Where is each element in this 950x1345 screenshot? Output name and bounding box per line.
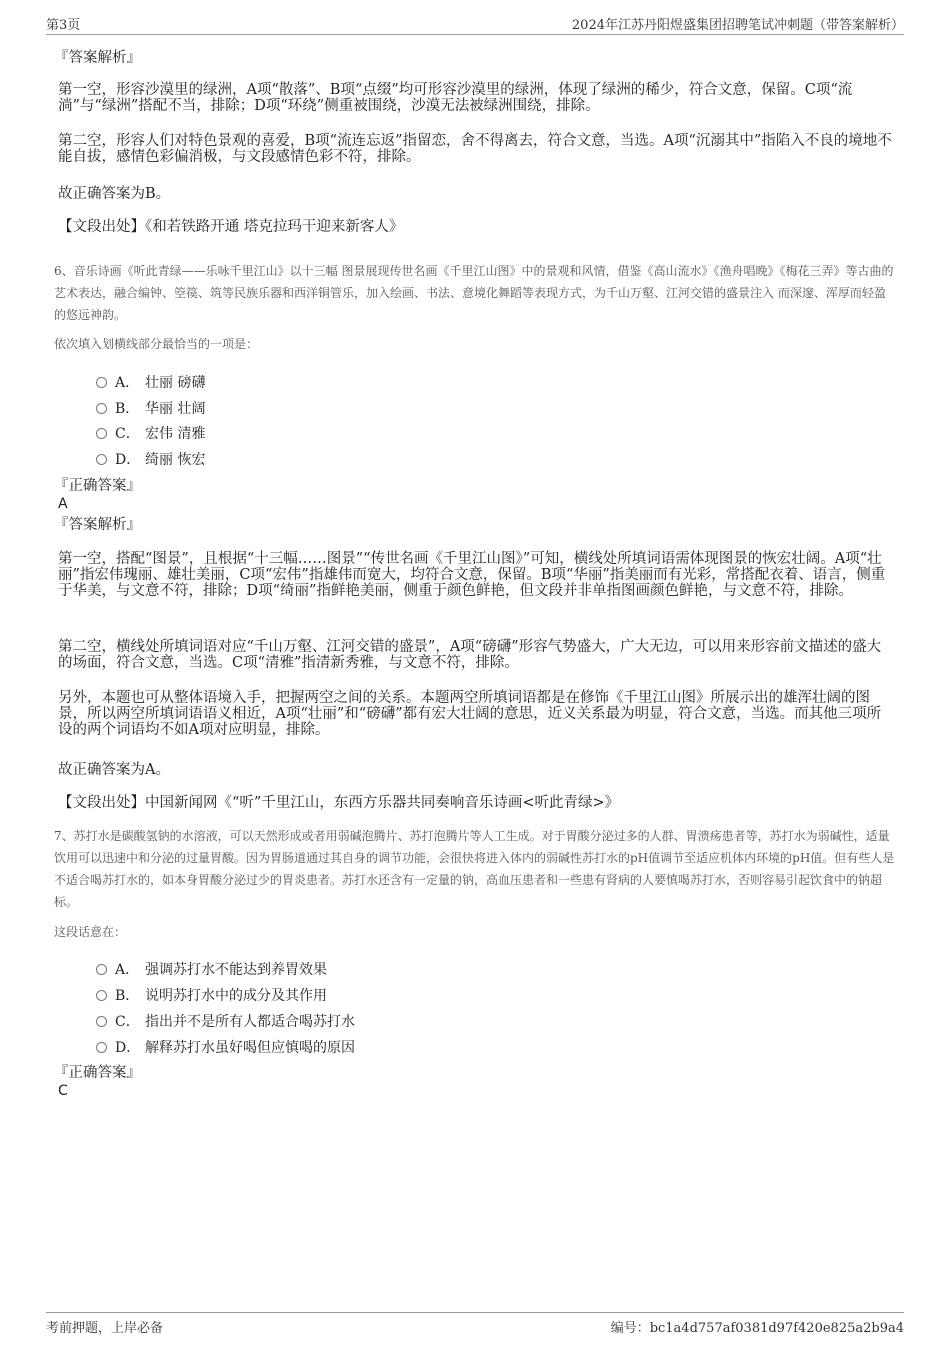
option-d[interactable]: D． 解释苏打水虽好喝但应慎喝的原因 [96, 1037, 355, 1057]
footer-slogan: 考前押题，上岸必备 [46, 1321, 164, 1336]
analysis-paragraph: 第二空，形容人们对特色景观的喜爱，B项“流连忘返”指留恋，舍不得离去，符合文意，当选。A项“沉溺其中”指陷入不良的境地不能自拔，感情色彩偏消极，与文段感情色彩不符，排除。 [58, 133, 892, 165]
document-id: 编号：bc1a4d757af0381d97f420e825a2b9a4 [610, 1321, 904, 1336]
source-citation: 【文段出处】《和若铁路开通 塔克拉玛干迎来新客人》 [58, 219, 404, 235]
option-b[interactable]: B． 说明苏打水中的成分及其作用 [96, 985, 327, 1005]
radio-icon[interactable] [96, 1016, 107, 1027]
page-footer [46, 1312, 904, 1337]
analysis-paragraph: 第二空，横线处所填词语对应“千山万壑、江河交错的盛景”，A项“磅礴”形容气势盛大，广大无边，可以用来形容前文描述的盛大的场面，符合文意，当选。C项“清雅”指清新秀雅，与文意不符，排除。 [58, 639, 882, 671]
option-a[interactable]: A． 强调苏打水不能达到养胃效果 [96, 959, 327, 979]
answer-label: 『正确答案』 [54, 478, 141, 494]
page-number: 第3页 [46, 18, 81, 33]
conclusion: 故正确答案为A。 [58, 762, 170, 778]
analysis-paragraph: 另外，本题也可从整体语境入手，把握两空之间的关系。本题两空所填词语都是在修饰《千里江山图》所展示出的雄浑壮阔的图景，所以两空所填词语语义相近，A项“壮丽”和“磅礴”都有宏大壮阔的意思，近义关系最为明显，符合文意，当选。而其他三项所设的两个词语均不如A项对应明显，排除。 [58, 690, 882, 738]
option-a[interactable]: A． 壮丽 磅礴 [96, 372, 205, 392]
conclusion: 故正确答案为B。 [58, 186, 171, 202]
radio-icon[interactable] [96, 1042, 107, 1053]
question-prompt: 这段话意在： [54, 925, 127, 939]
option-c[interactable]: C． 宏伟 清雅 [96, 423, 205, 443]
correct-answer: A [58, 496, 68, 512]
analysis-label: 『答案解析』 [54, 50, 141, 66]
radio-icon[interactable] [96, 377, 107, 388]
radio-icon[interactable] [96, 454, 107, 465]
answer-label: 『正确答案』 [54, 1065, 141, 1081]
source-citation: 【文段出处】中国新闻网《“听”千里江山，东西方乐器共同奏响音乐诗画<听此青绿>》 [58, 795, 620, 811]
radio-icon[interactable] [96, 428, 107, 439]
page-header [46, 12, 904, 35]
option-c[interactable]: C． 指出并不是所有人都适合喝苏打水 [96, 1011, 355, 1031]
radio-icon[interactable] [96, 403, 107, 414]
document-title: 2024年江苏丹阳煜盛集团招聘笔试冲刺题（带答案解析） [571, 18, 904, 33]
radio-icon[interactable] [96, 990, 107, 1001]
option-b[interactable]: B． 华丽 壮阔 [96, 398, 205, 418]
correct-answer: C [58, 1083, 68, 1099]
analysis-paragraph: 第一空，形容沙漠里的绿洲，A项“散落”、B项“点缀”均可形容沙漠里的绿洲，体现了绿洲的稀少，符合文意，保留。C项“流淌”与“绿洲”搭配不当，排除；D项“环绕”侧重被围绕，沙漠无法被绿洲围绕，排除。 [58, 82, 853, 114]
analysis-paragraph: 第一空，搭配“图景”，且根据“十三幅……图景”“传世名画《千里江山图》”可知，横线处所填词语需体现图景的恢宏壮阔。A项“壮丽”指宏伟瑰丽、雄壮美丽，C项“宏伟”指雄伟而宽大，均符合文意，保留。B项“华丽”指美丽而有光彩，常搭配衣着、语言，侧重于华美，与文意不符，排除；D项“绮丽”指鲜艳美丽，侧重于颜色鲜艳，但文段并非单指图画颜色鲜艳，与文意不符，排除。 [58, 551, 886, 599]
question-stem: 7、苏打水是碳酸氢钠的水溶液，可以天然形成或者用弱碱泡腾片、苏打泡腾片等人工生成。对于胃酸分泌过多的人群、胃溃疡患者等，苏打水为弱碱性，适量饮用可以迅速中和分泌的过量胃酸。因为胃肠道通过其自身的调节功能，会很快将进入体内的弱碱性苏打水的pH值调节至适应机体内环境的pH值。但有些人是不适合喝苏打水的，如本身胃酸分泌过少的胃炎患者。苏打水还含有一定量的钠，高血压患者和一些患有肾病的人要慎喝苏打水，否则容易引起饮食中的钠超标。 [54, 829, 895, 909]
question-stem: 6、音乐诗画《听此青绿——乐咏千里江山》以十三幅 图景展现传世名画《千里江山图》中的景观和风情，借鉴《高山流水》《渔舟唱晚》《梅花三弄》等古曲的艺术表达，融合编钟、箜篌、筑等民族乐器和西洋铜管乐，加入绘画、书法、意境化舞蹈等表现方式，为千山万壑、江河交错的盛景注入 而深邃、浑厚而轻盈的悠远神韵。 [54, 264, 894, 322]
question-prompt: 依次填入划横线部分最恰当的一项是： [54, 337, 259, 351]
analysis-label: 『答案解析』 [54, 517, 141, 533]
option-d[interactable]: D． 绮丽 恢宏 [96, 449, 205, 469]
radio-icon[interactable] [96, 964, 107, 975]
